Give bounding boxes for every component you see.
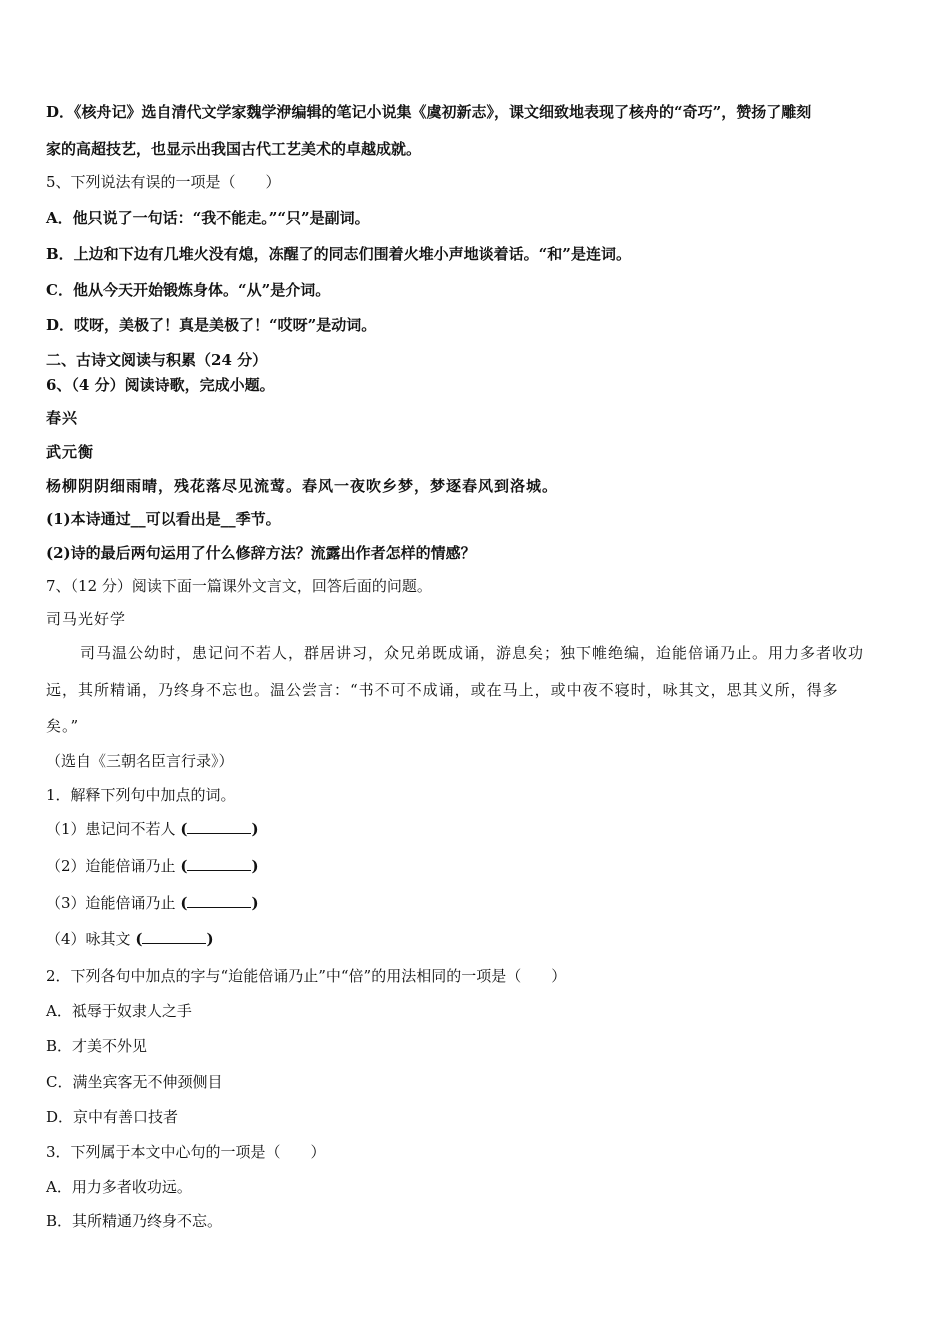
blank-line <box>142 929 206 944</box>
option-d-paragraph-line-2: 家的高超技艺，也显示出我国古代工艺美术的卓越成就。 <box>46 140 422 158</box>
answer-blank[interactable] <box>180 820 258 838</box>
paren-open: ( <box>180 820 188 838</box>
paren-close: ) <box>251 894 259 912</box>
answer-blank[interactable] <box>180 857 258 875</box>
question-6-sub-2: (2)诗的最后两句运用了什么修辞方法？流露出作者怎样的情感？ <box>46 544 476 562</box>
paren-close: ) <box>251 857 259 875</box>
blank-line <box>187 819 251 834</box>
question-5-option-d: D．哎呀，美极了！真是美极了！“哎呀”是动词。 <box>46 316 377 334</box>
question-5-option-c: C．他从今天开始锻炼身体。“从”是介词。 <box>46 281 331 299</box>
question-5-option-b: B．上边和下边有几堆火没有熄，冻醒了的同志们围着火堆小声地谈着话。“和”是连词。 <box>46 245 631 263</box>
sub-question-3-option-a: A．用力多者收功远。 <box>46 1178 192 1196</box>
poem-text: 杨柳阴阴细雨晴，残花落尽见流莺。春风一夜吹乡梦，梦逐春风到洛城。 <box>46 477 559 495</box>
paren-close: ) <box>251 820 259 838</box>
item-text: （1）患记问不若人 <box>46 820 176 838</box>
blank-line <box>187 893 251 908</box>
story-paragraph-line-2: 远，其所精诵，乃终身不忘也。温公尝言：“书不可不成诵，或在马上，或中夜不寝时，咏其文，思其义所，得多 <box>46 681 839 699</box>
story-title: 司马光好学 <box>46 610 127 628</box>
question-6: 6、（4 分）阅读诗歌，完成小题。 <box>46 376 275 394</box>
paren-open: ( <box>135 930 143 948</box>
question-7: 7、（12 分）阅读下面一篇课外文言文，回答后面的问题。 <box>46 577 432 595</box>
story-paragraph-line-3: 矣。” <box>46 717 80 735</box>
sub-question-1-item-1 <box>46 819 259 839</box>
sub-question-2-option-c: C．满坐宾客无不伸颈侧目 <box>46 1073 223 1091</box>
paren-open: ( <box>180 857 188 875</box>
section-2-heading: 二、古诗文阅读与积累（24 分） <box>46 351 268 369</box>
option-d-paragraph-line-1: D．《核舟记》选自清代文学家魏学洢编辑的笔记小说集《虞初新志》，课文细致地表现了核舟的“奇巧”，赞扬了雕刻 <box>46 103 812 121</box>
sub-question-3: 3．下列属于本文中心句的一项是（ ） <box>46 1143 326 1161</box>
poem-title: 春兴 <box>46 409 79 427</box>
sub-question-1-item-3 <box>46 893 259 913</box>
sub-question-2: 2．下列各句中加点的字与“迨能倍诵乃止”中“倍”的用法相同的一项是（ ） <box>46 967 567 985</box>
paren-open: ( <box>180 894 188 912</box>
answer-blank[interactable] <box>180 894 258 912</box>
sub-question-2-option-d: D．京中有善口技者 <box>46 1108 179 1126</box>
item-text: （3）迨能倍诵乃止 <box>46 894 176 912</box>
story-paragraph-line-1: 司马温公幼时，患记问不若人，群居讲习，众兄弟既成诵，游息矣；独下帷绝编，迨能倍诵乃止。用力多者收功 <box>80 644 865 662</box>
blank-line <box>187 856 251 871</box>
item-text: （4）咏其文 <box>46 930 131 948</box>
sub-question-2-option-b: B．才美不外见 <box>46 1037 148 1055</box>
answer-blank[interactable] <box>135 930 213 948</box>
sub-question-2-option-a: A．祗辱于奴隶人之手 <box>46 1002 192 1020</box>
story-source: （选自《三朝名臣言行录》） <box>46 752 234 770</box>
question-5-option-a: A．他只说了一句话：“我不能走。”“只”是副词。 <box>46 209 370 227</box>
sub-question-1: 1．解释下列句中加点的词。 <box>46 786 236 804</box>
question-5: 5、下列说法有误的一项是（ ） <box>46 173 281 191</box>
question-6-sub-1: (1)本诗通过__可以看出是__季节。 <box>46 510 281 528</box>
sub-question-3-option-b: B．其所精通乃终身不忘。 <box>46 1212 223 1230</box>
item-text: （2）迨能倍诵乃止 <box>46 857 176 875</box>
paren-close: ) <box>206 930 214 948</box>
sub-question-1-item-4 <box>46 929 214 949</box>
sub-question-1-item-2 <box>46 856 259 876</box>
poem-author: 武元衡 <box>46 443 95 461</box>
